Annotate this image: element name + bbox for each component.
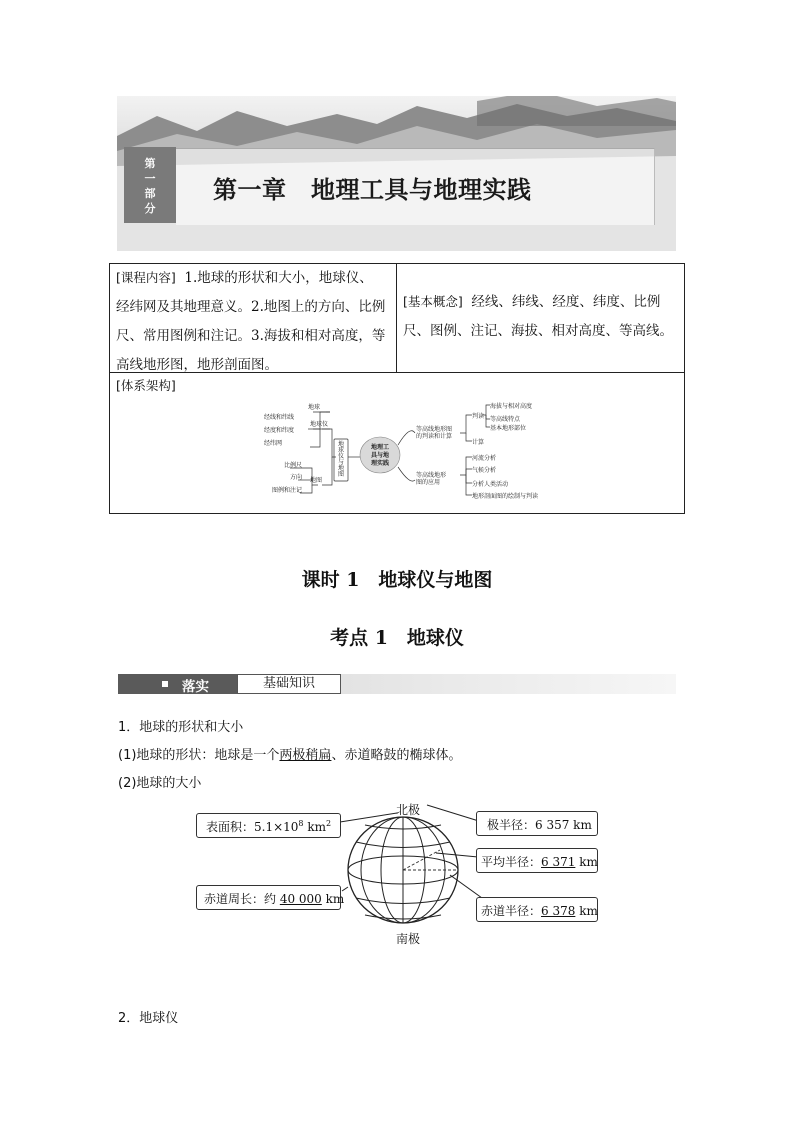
mindmap-app-item: 地形剖面图的绘制与判读 — [472, 493, 539, 500]
curriculum-line: 经纬网及其地理意义。2.地图上的方向、比例 — [116, 299, 386, 315]
mindmap-left-node: 与 — [337, 459, 345, 466]
system-mindmap — [250, 395, 540, 510]
mindmap-left-node: 图 — [337, 471, 345, 478]
item1-heading: 1．地球的形状和大小 — [118, 720, 244, 735]
surface-area-unit-exp: 2 — [325, 819, 332, 828]
mindmap-globe-item: 经线和纬线 — [264, 414, 295, 421]
equator-circumference-box — [196, 885, 345, 910]
surface-area-exp: 8 — [298, 819, 304, 828]
curriculum-content — [116, 263, 392, 380]
mindmap-upper-right: 的判读和计算 — [416, 433, 453, 440]
curriculum-line: 高线地形图，地形剖面图。 — [116, 357, 278, 373]
section-label: 落实 — [182, 679, 209, 695]
surface-area-unit: km — [303, 820, 326, 834]
concepts-line: 经线、纬线、经度、纬度、比例 — [471, 294, 661, 310]
mindmap-map-item: 方向 — [290, 474, 303, 481]
curriculum-line: 尺、常用图例和注记。3.海拔和相对高度，等 — [116, 328, 386, 344]
section-bar-label-bg — [118, 674, 237, 694]
shape-line — [118, 744, 461, 763]
mindmap-globe-item: 经度和纬度 — [264, 427, 295, 434]
equator-circ-value: 40 000 — [279, 892, 322, 906]
equator-circ-unit: km — [321, 892, 345, 906]
mindmap-app-item: 分析人类活动 — [472, 481, 509, 488]
mindmap-globe-item: 经纬网 — [264, 440, 283, 447]
part-label-char: 部 — [144, 187, 156, 200]
mindmap-lower-right: 等高线地形 — [416, 472, 447, 479]
square-bullet-icon — [162, 681, 168, 687]
south-pole-label: 南极 — [396, 932, 421, 946]
mindmap-left-node: 球 — [337, 447, 345, 454]
mindmap-globe-branch: 地球仪 — [310, 421, 329, 428]
mindmap-center: 地理工 — [370, 444, 390, 451]
shape-prefix: (1)地球的形状：地球是一个 — [118, 748, 280, 763]
shape-suffix: 、赤道略鼓的椭球体。 — [331, 748, 462, 763]
mean-radius-value: 6 371 — [541, 855, 576, 869]
mindmap-left-node: 地 — [337, 465, 345, 472]
shape-underline: 两极稍扁 — [279, 748, 332, 763]
mindmap-judge-item: 等高线特点 — [490, 416, 521, 423]
mean-radius-prefix: 平均半径： — [481, 855, 542, 869]
curriculum-line: 1.地球的形状和大小，地球仪、 — [184, 270, 373, 286]
north-pole-label: 北极 — [396, 803, 421, 817]
mindmap-map-item: 图例和注记 — [272, 487, 303, 494]
part-one-tab — [124, 147, 176, 223]
equatorial-radius-prefix: 赤道半径： — [481, 904, 542, 918]
mindmap-globe-item: 地球 — [308, 404, 321, 411]
mindmap-center: 具与地 — [370, 452, 390, 459]
item2-heading: 2．地球仪 — [118, 1011, 179, 1026]
concepts-content — [403, 287, 679, 346]
equator-circ-prefix: 赤道周长：约 — [204, 892, 280, 906]
mindmap-left-node: 地 — [337, 441, 345, 448]
concepts-line: 尺、图例、注记、海拔、相对高度、等高线。 — [403, 323, 673, 339]
equatorial-radius-unit: km — [575, 904, 598, 918]
chapter-title: 第一章 地理工具与地理实践 — [213, 176, 532, 204]
surface-area-text: 表面积：5.1×10 — [206, 820, 299, 834]
part-label-char: 一 — [144, 172, 156, 185]
mindmap-judge-branch: 判读 — [472, 413, 485, 420]
mindmap-app-item: 河流分析 — [472, 455, 497, 462]
mindmap-map-branch: 地图 — [310, 477, 323, 484]
mindmap-upper-right: 等高线地形图 — [416, 426, 453, 433]
mean-radius-box — [476, 848, 598, 873]
lesson-title: 课时 1 地球仪与地图 — [301, 569, 493, 591]
point-title: 考点 1 地球仪 — [330, 627, 464, 649]
part-label-char: 分 — [144, 202, 156, 215]
equatorial-radius-box — [476, 897, 598, 922]
concepts-tag: [基本概念] — [403, 294, 463, 309]
size-heading: (2)地球的大小 — [118, 776, 202, 791]
part-label-char: 第 — [144, 157, 156, 170]
mindmap-left-node: 仪 — [337, 453, 345, 460]
polar-radius-text: 极半径：6 357 km — [487, 818, 592, 832]
mindmap-lower-right: 图的应用 — [416, 479, 441, 486]
mean-radius-unit: km — [575, 855, 598, 869]
mindmap-center: 理实践 — [370, 460, 390, 467]
surface-area-box — [196, 813, 341, 838]
mindmap-judge-item: 基本地形部位 — [490, 425, 527, 432]
mindmap-map-item: 比例尺 — [284, 462, 303, 469]
system-structure-tag: [体系架构] — [116, 378, 176, 393]
mindmap-judge-item: 海拔与相对高度 — [490, 403, 533, 410]
mindmap-app-item: 气候分析 — [472, 467, 497, 474]
section-tab: 基础知识 — [237, 674, 341, 694]
mindmap-calc-branch: 计算 — [472, 439, 485, 446]
polar-radius-box — [476, 811, 598, 836]
equatorial-radius-value: 6 378 — [541, 904, 576, 918]
curriculum-tag: [课程内容] — [116, 270, 176, 285]
